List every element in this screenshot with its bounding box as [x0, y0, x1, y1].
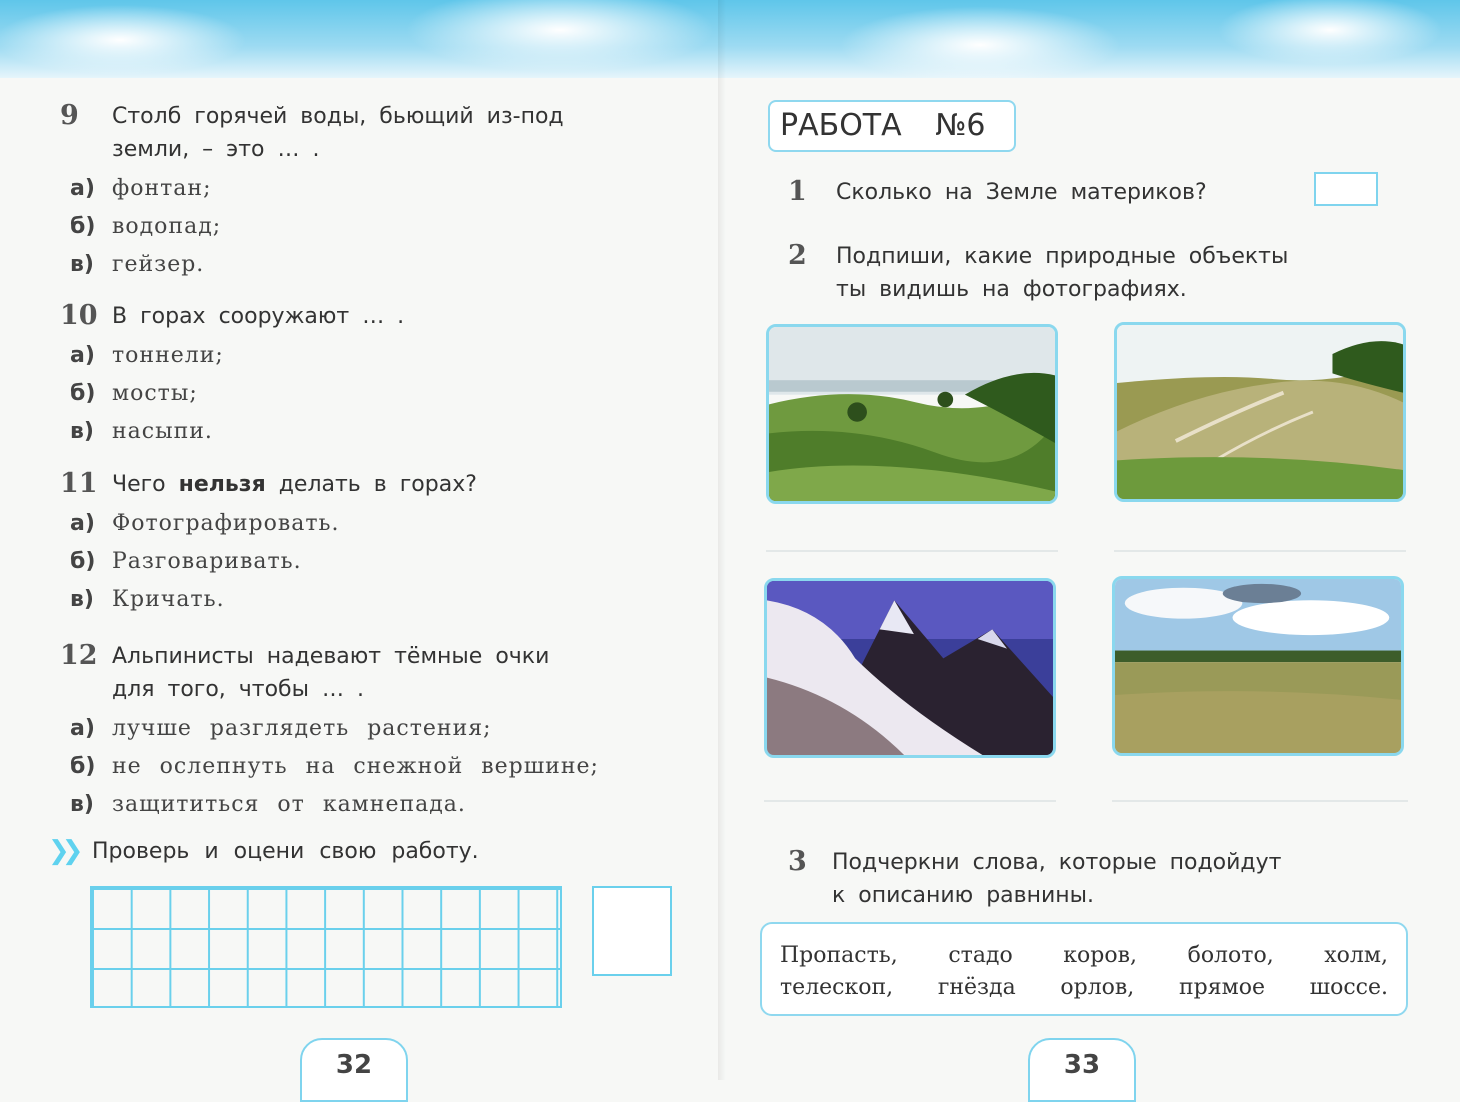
ravine-photo	[766, 324, 1058, 504]
question-10	[60, 300, 680, 447]
question-text-line: Сколько на Земле материков?	[836, 180, 1207, 205]
question-r2	[788, 240, 1410, 306]
grade-box[interactable]	[592, 886, 672, 976]
answer-option[interactable]	[60, 210, 680, 242]
option-text: тоннели;	[112, 342, 224, 368]
volcano-photo	[764, 578, 1056, 758]
answer-option[interactable]	[60, 788, 680, 820]
question-text-line: земли, – это … .	[112, 137, 320, 162]
option-text: фонтан;	[112, 175, 212, 201]
question-number: 3	[788, 846, 807, 877]
double-arrow-icon: ❯❯	[48, 836, 76, 866]
option-text: защититься от камнепада.	[112, 791, 466, 817]
question-text-line: Столб горячей воды, бьющий из-под	[112, 104, 564, 129]
question-text-line	[112, 468, 680, 501]
option-text: гейзер.	[112, 251, 205, 277]
answer-option[interactable]	[60, 583, 680, 615]
option-text: Разговаривать.	[112, 548, 302, 574]
option-letter: б)	[70, 213, 96, 239]
question-number: 11	[60, 468, 98, 499]
answer-option[interactable]	[60, 415, 680, 447]
option-letter: б)	[70, 753, 96, 779]
question-text-line: Альпинисты надевают тёмные очки	[112, 644, 550, 669]
option-text: насыпи.	[112, 418, 213, 444]
answer-option[interactable]	[60, 377, 680, 409]
option-letter: в)	[70, 586, 94, 612]
words-line[interactable]: телескоп, гнёзда орлов, прямое шоссе.	[780, 975, 1388, 1000]
plain-photo	[1112, 576, 1404, 756]
question-9	[60, 100, 680, 280]
option-letter: а)	[70, 342, 95, 368]
page-number-left: 32	[300, 1038, 408, 1102]
option-letter: а)	[70, 175, 95, 201]
answer-line[interactable]	[1114, 550, 1406, 552]
self-check-text: Проверь и оцени свою работу.	[92, 838, 479, 864]
question-text-part: Чего	[112, 472, 166, 497]
option-letter: в)	[70, 251, 94, 277]
option-text: водопад;	[112, 213, 222, 239]
self-check-instruction	[48, 836, 479, 866]
words-line[interactable]: Пропасть, стадо коров, болото, холм,	[780, 943, 1388, 968]
option-text: не ослепнуть на снежной вершине;	[112, 753, 599, 779]
option-letter: в)	[70, 418, 94, 444]
question-number: 12	[60, 640, 98, 671]
work-title: РАБОТА №6	[768, 100, 1016, 152]
question-text-part: делать в горах?	[278, 472, 477, 497]
question-text-emphasis: нельзя	[178, 472, 266, 497]
question-text-line: ты видишь на фотографиях.	[836, 277, 1187, 302]
answer-input-box[interactable]	[1314, 172, 1378, 206]
option-letter: б)	[70, 380, 96, 406]
question-text-line: Подпиши, какие природные объекты	[836, 244, 1289, 269]
question-text-line: В горах сооружают … .	[112, 304, 405, 329]
option-letter: а)	[70, 715, 95, 741]
question-number: 1	[788, 176, 807, 207]
words-box	[760, 922, 1408, 1016]
question-text-line: Подчеркни слова, которые подойдут	[832, 850, 1282, 875]
answer-option[interactable]	[60, 248, 680, 280]
answer-line[interactable]	[766, 550, 1058, 552]
sky-header-decoration	[0, 0, 1460, 78]
answer-line[interactable]	[1112, 800, 1408, 802]
book-spine	[718, 0, 726, 1080]
answer-option[interactable]	[60, 172, 680, 204]
hills-photo	[1114, 322, 1406, 502]
option-text: Кричать.	[112, 586, 225, 612]
answer-option[interactable]	[60, 339, 680, 371]
option-text: лучше разглядеть растения;	[112, 715, 492, 741]
option-letter: б)	[70, 548, 96, 574]
question-number: 2	[788, 240, 807, 271]
answer-option[interactable]	[60, 507, 680, 539]
answer-line[interactable]	[764, 800, 1056, 802]
question-text-line: к описанию равнины.	[832, 883, 1095, 908]
option-letter: а)	[70, 510, 95, 536]
question-number: 10	[60, 300, 98, 331]
option-letter: в)	[70, 791, 94, 817]
question-11	[60, 468, 680, 615]
question-text-line: для того, чтобы … .	[112, 677, 364, 702]
option-text: мосты;	[112, 380, 198, 406]
question-r3	[788, 846, 1410, 912]
option-text: Фотографировать.	[112, 510, 340, 536]
answer-option[interactable]	[60, 712, 680, 744]
answer-option[interactable]	[60, 750, 680, 782]
page-number-right: 33	[1028, 1038, 1136, 1102]
answer-option[interactable]	[60, 545, 680, 577]
question-number: 9	[60, 100, 79, 131]
score-grid[interactable]	[90, 886, 562, 1008]
question-12	[60, 640, 680, 820]
